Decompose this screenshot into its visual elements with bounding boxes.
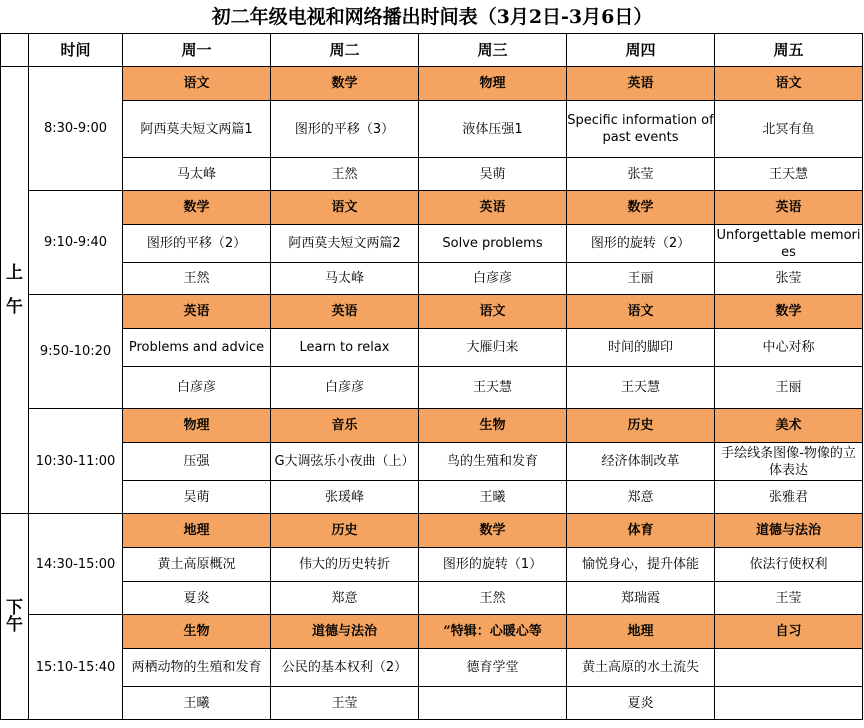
subject-row: [1, 295, 863, 329]
subject-label: 语文: [775, 76, 802, 91]
topic-cell: [715, 649, 863, 687]
subject-cell: [419, 615, 567, 649]
teacher-row: [1, 687, 863, 720]
subject-label: ”特辑：心暖心等: [443, 624, 542, 639]
subject-row: [1, 67, 863, 101]
topic-row: [1, 649, 863, 687]
period-afternoon: [1, 514, 29, 720]
period-label: 下 午: [6, 597, 23, 635]
header-day: 周二: [271, 34, 419, 67]
topic-cell: 手绘线条图像-物像的立体表达: [715, 443, 863, 481]
topic-cell: 压强: [123, 443, 271, 481]
teacher-cell: 王天慧: [419, 367, 567, 409]
subject-label: 数学: [183, 200, 210, 215]
subject-cell: [123, 295, 271, 329]
header-row: [1, 34, 863, 67]
teacher-cell: 王曦: [123, 687, 271, 720]
subject-cell: [271, 191, 419, 225]
subject-row: [1, 409, 863, 443]
topic-cell: 图形的平移（2）: [123, 225, 271, 263]
header-day: 周三: [419, 34, 567, 67]
teacher-cell: 王莹: [715, 582, 863, 615]
subject-label: 数学: [775, 304, 802, 319]
header-corner: [1, 34, 29, 67]
subject-label: 英语: [775, 200, 802, 215]
subject-label: 语文: [479, 304, 506, 319]
subject-cell: [419, 514, 567, 548]
topic-cell: 黄土高原概况: [123, 548, 271, 582]
topic-row: [1, 329, 863, 367]
teacher-cell: 王然: [123, 263, 271, 295]
teacher-cell: 王天慧: [715, 158, 863, 191]
topic-cell: 黄土高原的水土流失: [567, 649, 715, 687]
teacher-cell: 吴萌: [419, 158, 567, 191]
subject-cell: [123, 514, 271, 548]
teacher-cell: 张雅君: [715, 481, 863, 514]
subject-row: [1, 615, 863, 649]
teacher-row: [1, 481, 863, 514]
teacher-cell: 马太峰: [123, 158, 271, 191]
teacher-cell: 王丽: [567, 263, 715, 295]
subject-cell: [271, 295, 419, 329]
subject-label: 英语: [479, 200, 506, 215]
subject-label: 美术: [775, 418, 802, 433]
topic-cell: 鸟的生殖和发育: [419, 443, 567, 481]
subject-cell: [123, 615, 271, 649]
topic-row: [1, 443, 863, 481]
topic-cell: 液体压强1: [419, 101, 567, 158]
teacher-row: [1, 263, 863, 295]
subject-label: 历史: [627, 418, 654, 433]
time-slot: 9:10-9:40: [29, 191, 123, 295]
topic-cell: Learn to relax: [271, 329, 419, 367]
teacher-cell: 吴萌: [123, 481, 271, 514]
subject-label: 语文: [331, 200, 358, 215]
topic-cell: 北冥有鱼: [715, 101, 863, 158]
topic-cell: 愉悦身心，提升体能: [567, 548, 715, 582]
topic-cell: Specific information of past events: [567, 101, 715, 158]
teacher-cell: 白彦彦: [123, 367, 271, 409]
header-time: 时间: [29, 34, 123, 67]
subject-cell: [567, 409, 715, 443]
topic-cell: 公民的基本权利（2）: [271, 649, 419, 687]
subject-label: 生物: [183, 624, 210, 639]
teacher-cell: 王然: [419, 582, 567, 615]
topic-row: [1, 548, 863, 582]
topic-cell: Solve problems: [419, 225, 567, 263]
teacher-cell: 马太峰: [271, 263, 419, 295]
subject-cell: [271, 67, 419, 101]
topic-cell: 两栖动物的生殖和发育: [123, 649, 271, 687]
subject-label: 物理: [479, 76, 506, 91]
subject-cell: [567, 67, 715, 101]
period-label: 上 午: [6, 262, 23, 317]
teacher-row: [1, 158, 863, 191]
teacher-cell: 夏炎: [567, 687, 715, 720]
subject-label: 自习: [775, 624, 802, 639]
subject-label: 数学: [479, 523, 506, 538]
time-slot: 10:30-11:00: [29, 409, 123, 514]
teacher-cell: 张瑗峰: [271, 481, 419, 514]
topic-row: [1, 225, 863, 263]
topic-cell: 大雁归来: [419, 329, 567, 367]
subject-label: 体育: [627, 523, 654, 538]
topic-cell: 经济体制改革: [567, 443, 715, 481]
teacher-row: [1, 367, 863, 409]
subject-cell: [419, 191, 567, 225]
topic-cell: 阿西莫夫短文两篇2: [271, 225, 419, 263]
topic-cell: 中心对称: [715, 329, 863, 367]
topic-row: [1, 101, 863, 158]
subject-label: 地理: [183, 523, 210, 538]
header-day: 周一: [123, 34, 271, 67]
teacher-cell: 郑瑞霞: [567, 582, 715, 615]
teacher-cell: [419, 687, 567, 720]
subject-cell: [123, 191, 271, 225]
topic-cell: 依法行使权利: [715, 548, 863, 582]
subject-label: 道德与法治: [755, 523, 821, 538]
subject-row: [1, 191, 863, 225]
subject-cell: [715, 67, 863, 101]
topic-cell: 伟大的历史转折: [271, 548, 419, 582]
time-slot: 15:10-15:40: [29, 615, 123, 720]
subject-label: 地理: [627, 624, 654, 639]
subject-label: 英语: [627, 76, 654, 91]
subject-cell: [271, 409, 419, 443]
teacher-cell: 王莹: [271, 687, 419, 720]
subject-cell: [123, 67, 271, 101]
topic-cell: 阿西莫夫短文两篇1: [123, 101, 271, 158]
teacher-cell: 王然: [271, 158, 419, 191]
subject-cell: [271, 615, 419, 649]
time-slot: 14:30-15:00: [29, 514, 123, 615]
subject-cell: [715, 615, 863, 649]
topic-cell: 图形的平移（3）: [271, 101, 419, 158]
subject-cell: [271, 514, 419, 548]
subject-label: 物理: [183, 418, 210, 433]
teacher-cell: 夏炎: [123, 582, 271, 615]
topic-cell: Unforgettable memories: [715, 225, 863, 263]
subject-label: 历史: [331, 523, 358, 538]
subject-label: 音乐: [331, 418, 358, 433]
topic-cell: 德育学堂: [419, 649, 567, 687]
subject-label: 英语: [331, 304, 358, 319]
teacher-cell: 郑意: [567, 481, 715, 514]
subject-cell: [567, 191, 715, 225]
subject-label: 数学: [627, 200, 654, 215]
teacher-cell: 王天慧: [567, 367, 715, 409]
topic-cell: 图形的旋转（2）: [567, 225, 715, 263]
header-day: 周五: [715, 34, 863, 67]
subject-label: 英语: [183, 304, 210, 319]
topic-cell: 时间的脚印: [567, 329, 715, 367]
subject-label: 语文: [183, 76, 210, 91]
subject-cell: [567, 514, 715, 548]
teacher-cell: [715, 687, 863, 720]
header-day: 周四: [567, 34, 715, 67]
subject-cell: [567, 615, 715, 649]
teacher-cell: 白彦彦: [419, 263, 567, 295]
subject-label: 生物: [479, 418, 506, 433]
subject-cell: [419, 295, 567, 329]
time-slot: 9:50-10:20: [29, 295, 123, 409]
subject-row: [1, 514, 863, 548]
teacher-cell: 白彦彦: [271, 367, 419, 409]
subject-label: 道德与法治: [311, 624, 377, 639]
teacher-cell: 郑意: [271, 582, 419, 615]
teacher-cell: 王丽: [715, 367, 863, 409]
subject-label: 数学: [331, 76, 358, 91]
subject-cell: [123, 409, 271, 443]
subject-cell: [715, 514, 863, 548]
teacher-row: [1, 582, 863, 615]
teacher-cell: 张莹: [567, 158, 715, 191]
topic-cell: Problems and advice: [123, 329, 271, 367]
period-morning: [1, 67, 29, 514]
subject-cell: [715, 409, 863, 443]
subject-label: 语文: [627, 304, 654, 319]
subject-cell: [715, 191, 863, 225]
teacher-cell: 张莹: [715, 263, 863, 295]
time-slot: 8:30-9:00: [29, 67, 123, 191]
page-title: 初二年级电视和网络播出时间表（3月2日-3月6日）: [211, 6, 653, 28]
subject-cell: [567, 295, 715, 329]
schedule-table: [0, 33, 863, 720]
topic-cell: 图形的旋转（1）: [419, 548, 567, 582]
teacher-cell: 王曦: [419, 481, 567, 514]
topic-cell: G大调弦乐小夜曲（上）: [271, 443, 419, 481]
subject-cell: [419, 409, 567, 443]
subject-cell: [419, 67, 567, 101]
subject-cell: [715, 295, 863, 329]
